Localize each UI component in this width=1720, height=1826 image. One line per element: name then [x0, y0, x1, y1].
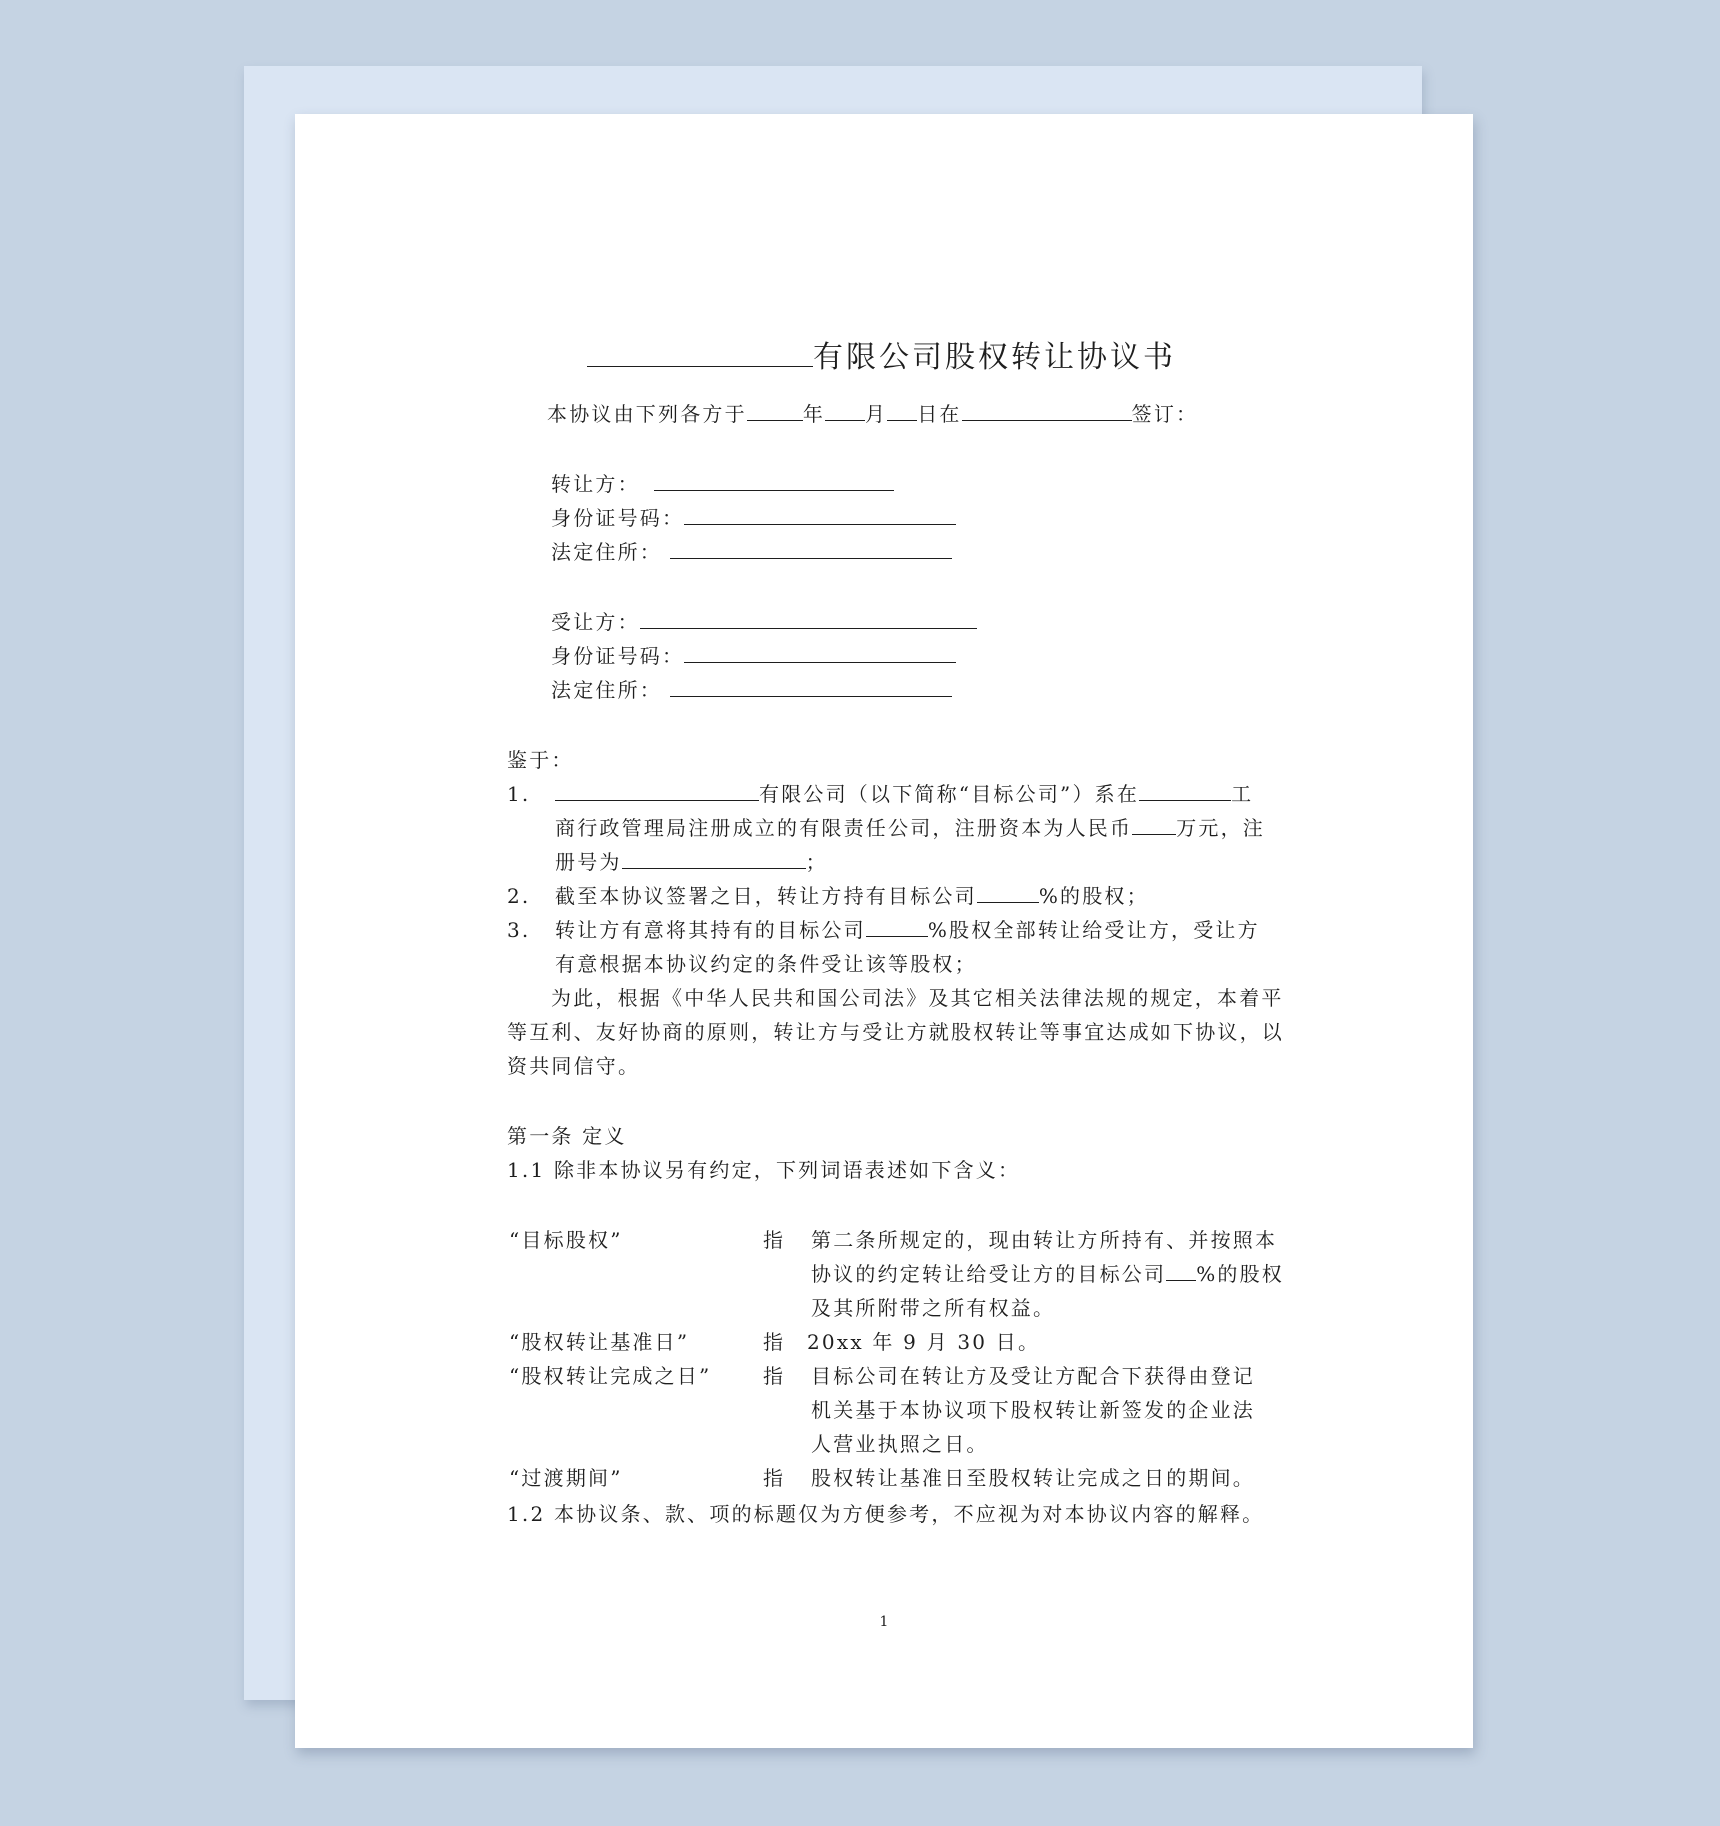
whereas-heading: 鉴于： — [507, 748, 574, 772]
transfer-percent-blank — [866, 918, 928, 937]
definition-means-2: 指 — [763, 1330, 786, 1354]
transferee-address-line: 法定住所： — [551, 678, 952, 702]
year-blank — [747, 402, 803, 421]
transferee-line: 受让方： — [551, 610, 977, 634]
definition-means-1: 指 — [763, 1228, 786, 1252]
month-blank — [825, 402, 865, 421]
transferee-id-blank — [684, 644, 956, 663]
place-blank — [962, 402, 1132, 421]
whereas-item-2-line-1: 截至本协议签署之日，转让方持有目标公司 %的股权； — [555, 884, 1149, 908]
company-name-blank — [555, 782, 759, 801]
day-blank — [887, 402, 917, 421]
definition-3-line-3: 人营业执照之日。 — [811, 1432, 989, 1456]
transferee-blank — [640, 610, 977, 629]
definition-1-line-3: 及其所附带之所有权益。 — [811, 1296, 1056, 1320]
whereas-item-1-line-2: 商行政管理局注册成立的有限责任公司，注册资本为人民币 万元，注 — [555, 816, 1266, 840]
definition-2-line-1: 20xx 年 9 月 30 日。 — [807, 1330, 1041, 1354]
whereas-item-1-line-3: 册号为 ； — [555, 850, 828, 874]
definition-1-line-2: 协议的约定转让给受让方的目标公司 %的股权 — [811, 1262, 1285, 1286]
definition-4-line-1: 股权转让基准日至股权转让完成之日的期间。 — [811, 1466, 1255, 1490]
transferor-address-blank — [670, 540, 952, 559]
title-blank — [587, 334, 813, 367]
whereas-item-1-line-1: 有限公司（以下简称“目标公司”）系在 工 — [555, 782, 1253, 806]
definition-means-4: 指 — [763, 1466, 786, 1490]
reg-number-blank — [622, 850, 806, 869]
definition-term-completion-date: “股权转让完成之日” — [509, 1364, 712, 1388]
transferee-address-blank — [670, 678, 952, 697]
transferor-address-line: 法定住所： — [551, 540, 952, 564]
clause-1-2: 1.2 本协议条、款、项的标题仅为方便参考，不应视为对本协议内容的解释。 — [507, 1502, 1265, 1526]
definition-term-base-date: “股权转让基准日” — [509, 1330, 690, 1354]
transferor-blank — [654, 472, 894, 491]
capital-blank — [1132, 816, 1176, 835]
document-title: 有限公司股权转让协议书 — [587, 334, 1176, 378]
definition-1-line-1: 第二条所规定的，现由转让方所持有、并按照本 — [811, 1228, 1278, 1252]
intro-line: 本协议由下列各方于 年 月 日在 签订： — [547, 402, 1199, 426]
whereas-item-3-number: 3. — [507, 918, 531, 942]
transferor-line: 转让方： — [551, 472, 894, 496]
definition-percent-blank — [1166, 1262, 1196, 1281]
whereas-item-1-number: 1. — [507, 782, 531, 806]
transferor-id-line: 身份证号码： — [551, 506, 956, 530]
transferor-id-blank — [684, 506, 956, 525]
whereas-item-2-number: 2. — [507, 884, 531, 908]
registry-blank — [1139, 782, 1231, 801]
whereas-item-3-line-2: 有意根据本协议约定的条件受让该等股权； — [555, 952, 977, 976]
definition-3-line-1: 目标公司在转让方及受让方配合下获得由登记 — [811, 1364, 1255, 1388]
whereas-paragraph-line-2: 等互利、友好协商的原则，转让方与受让方就股权转让等事宜达成如下协议，以 — [507, 1020, 1284, 1044]
transferee-id-line: 身份证号码： — [551, 644, 956, 668]
share-percent-blank — [977, 884, 1039, 903]
definition-term-transition-period: “过渡期间” — [509, 1466, 623, 1490]
article-1-heading: 第一条 定义 — [507, 1124, 627, 1148]
clause-1-1: 1.1 除非本协议另有约定，下列词语表述如下含义： — [507, 1158, 1021, 1182]
definition-means-3: 指 — [763, 1364, 786, 1388]
definition-3-line-2: 机关基于本协议项下股权转让新签发的企业法 — [811, 1398, 1255, 1422]
whereas-paragraph-line-3: 资共同信守。 — [507, 1054, 641, 1078]
definition-term-target-equity: “目标股权” — [509, 1228, 623, 1252]
whereas-item-3-line-1: 转让方有意将其持有的目标公司 %股权全部转让给受让方，受让方 — [555, 918, 1260, 942]
whereas-paragraph-line-1: 为此，根据《中华人民共和国公司法》及其它相关法律法规的规定，本着平 — [551, 986, 1284, 1010]
document-page — [295, 114, 1473, 1748]
page-number: 1 — [879, 1614, 889, 1630]
